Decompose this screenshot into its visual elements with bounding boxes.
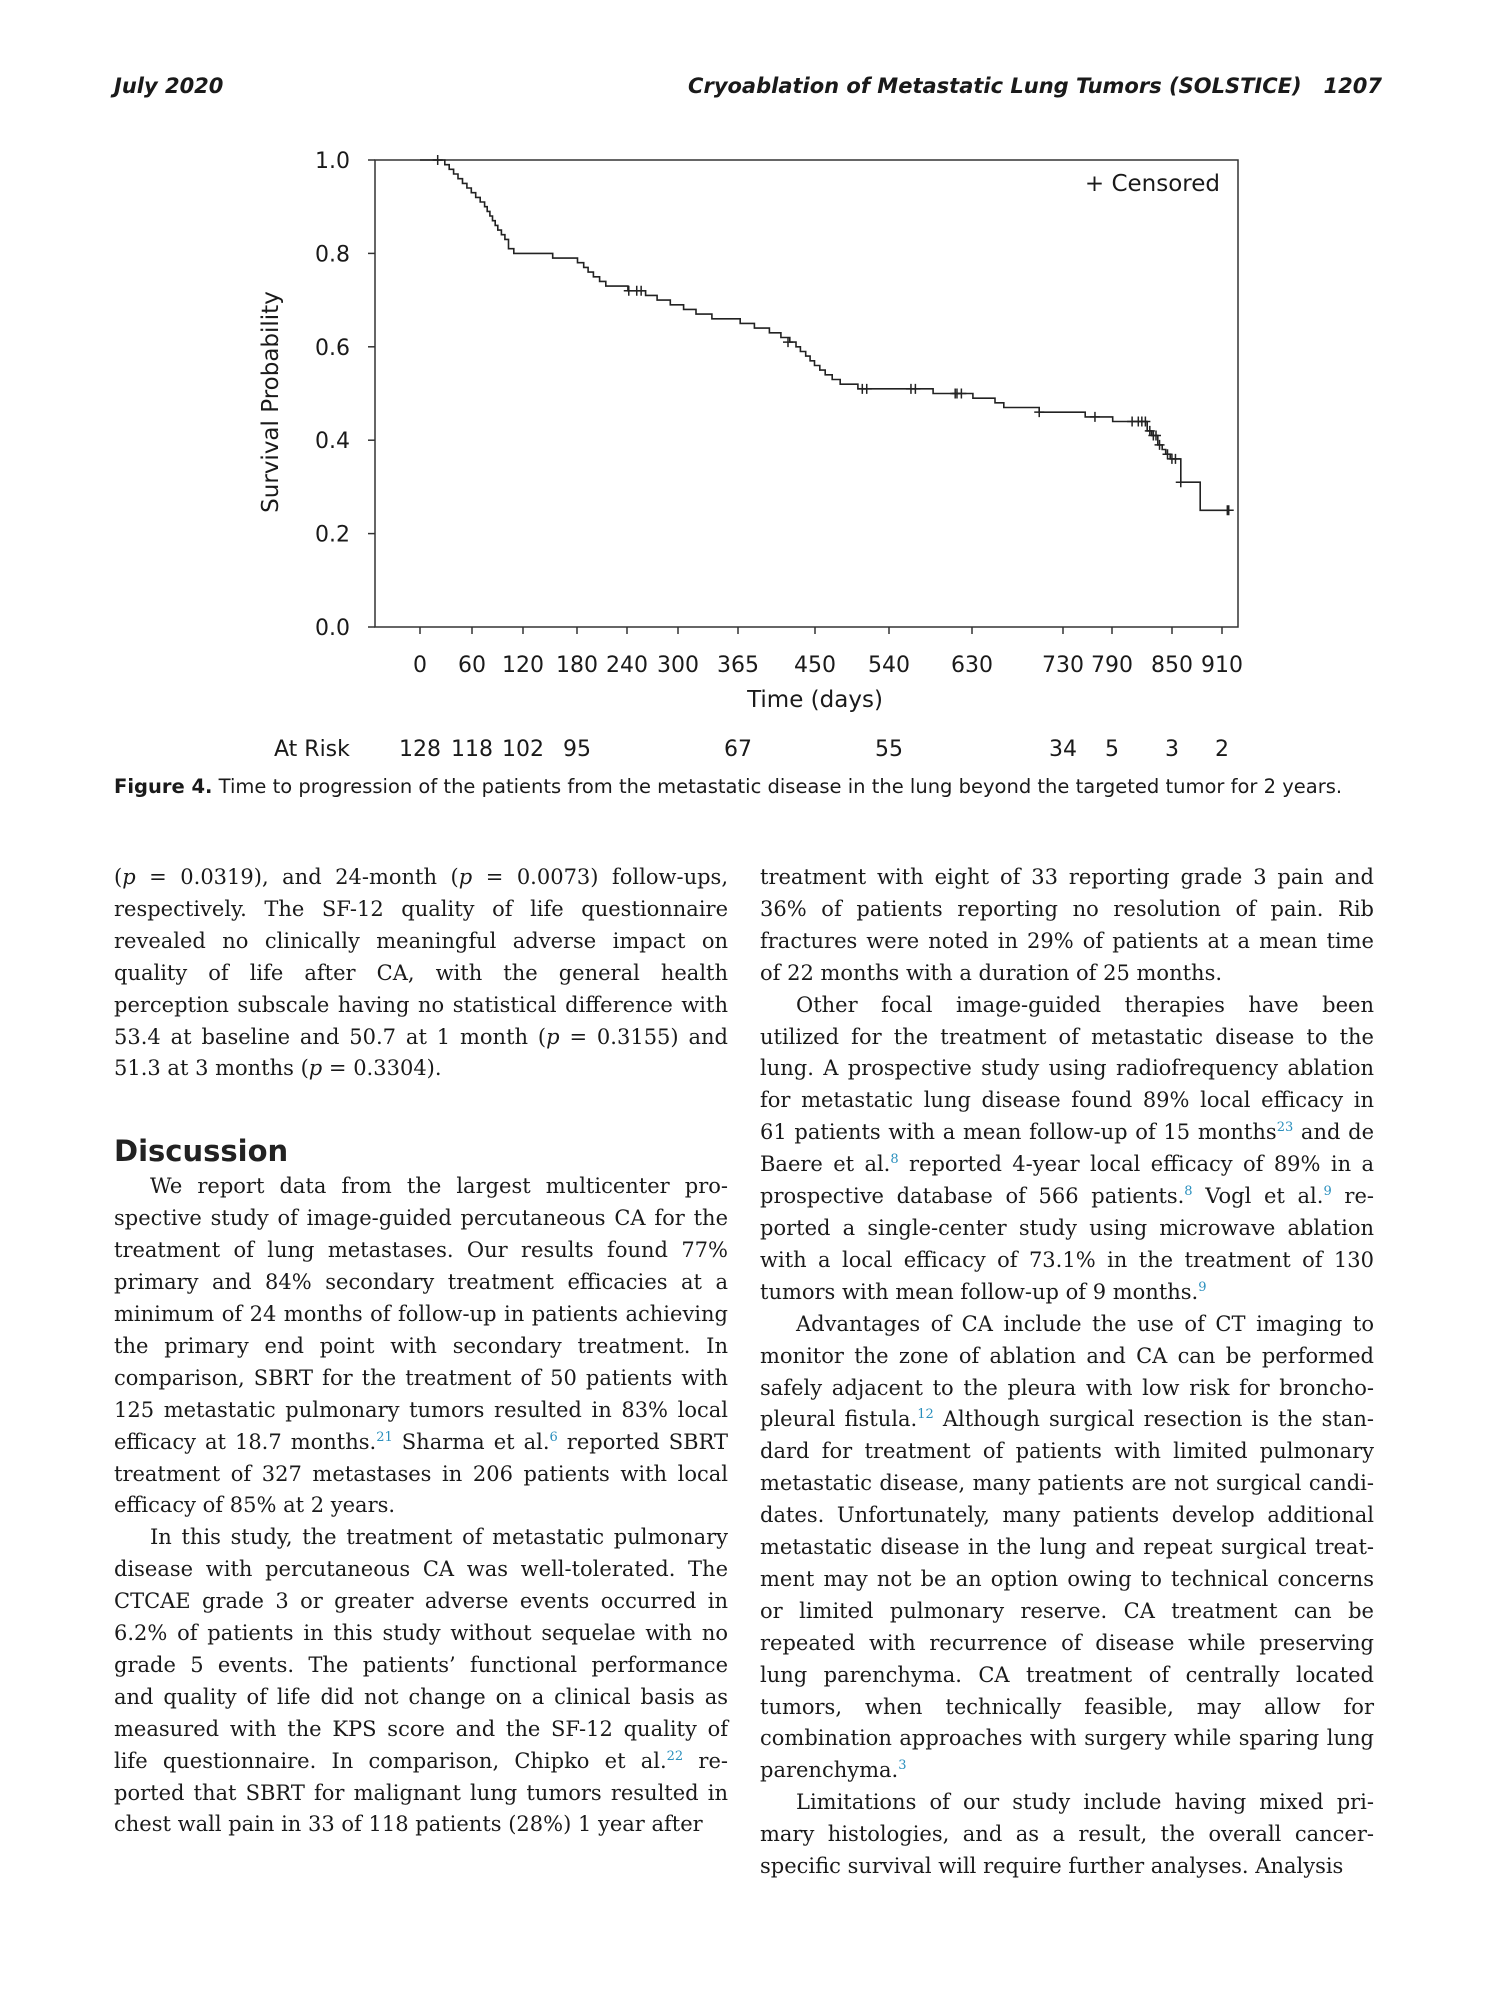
x-tick-label: 450 bbox=[794, 653, 836, 678]
y-tick-label: 1.0 bbox=[315, 149, 350, 174]
continued-paragraph: treatment with eight of 33 reporting grade 3 pain and 36% of patients reporting no resolution of pain. Rib fractures were noted in 29% of patients at a mean time of 22 months with a duration of 25 months. bbox=[760, 865, 1374, 985]
figure-caption-text: Time to progression of the patients from the metastatic disease in the lung beyond the targeted tumor for 2 years. bbox=[218, 775, 1343, 798]
at-risk-count: 2 bbox=[1215, 737, 1229, 762]
survival-curve-line bbox=[420, 160, 1229, 510]
citation-link[interactable]: 23 bbox=[1276, 1120, 1294, 1136]
x-axis-label: Time (days) bbox=[747, 687, 883, 713]
x-tick-label: 730 bbox=[1042, 653, 1084, 678]
censored-marker bbox=[433, 155, 443, 165]
censored-marker bbox=[1155, 440, 1165, 450]
limitations-paragraph: Limitations of our study include having mixed primary histologies, and as a result, the overall cancer-specific survival will require further analyses. Analysis bbox=[760, 1790, 1374, 1879]
x-tick-label: 540 bbox=[868, 653, 910, 678]
x-tick-label: 0 bbox=[413, 653, 427, 678]
figure-label: Figure 4. bbox=[114, 775, 213, 798]
discussion-paragraph-1: We report data from the largest multicenter prospective study of image-guided percutaneous CA for the treatment of lung metastases. Our results found 77% primary and 84% secondary treatment efficacies at a minimum of 24 months of follow-up in patients achieving the primary end point with secondary treatment. In comparison, SBRT for the treatment of 50 patients with 125 metastatic pulmonary tumors resulted in 83% local efficacy at 18.7 months.$^{21}$ Sharma et al.$^6$ reported SBRT treatment of 327 metastases in 206 patients with local efficacy of 85% at 2 years. bbox=[114, 1174, 728, 1518]
y-tick-label: 0.6 bbox=[315, 335, 350, 361]
at-risk-count: 128 bbox=[399, 737, 441, 762]
discussion-paragraph-2: In this study, the treatment of metastatic pulmonary disease with percutaneous CA was well-tolerated. The CTCAE grade 3 or greater adverse events occurred in 6.2% of patients in this study without sequelae with no grade 5 events. The patients’ functional performance and quality of life did not change on a clinical basis as measured with the KPS score and the SF-12 quality of life questionnaire. In comparison, Chipko et al.$^{22}$ reported that SBRT for malignant lung tumors resulted in chest wall pain in 33 of 118 patients (28%) 1 year after bbox=[114, 1525, 728, 1837]
at-risk-count: 5 bbox=[1105, 737, 1119, 762]
citation-link[interactable]: 8 bbox=[890, 1152, 899, 1168]
censored-marker bbox=[636, 286, 646, 296]
censored-marker bbox=[956, 389, 966, 399]
x-tick-label: 300 bbox=[657, 653, 699, 678]
x-tick-label: 850 bbox=[1151, 653, 1193, 678]
chart-plot-area bbox=[315, 149, 1243, 762]
x-tick-label: 180 bbox=[556, 653, 598, 678]
citation-link[interactable]: 9 bbox=[1323, 1184, 1332, 1200]
plot-frame bbox=[375, 160, 1238, 627]
results-paragraph: (p = 0.0319), and 24-month (p = 0.0073) follow-ups, respectively. The SF-12 quality of life questionnaire revealed no clinically meaningful adverse impact on quality of life after CA, with the general health perception subscale having no statistical difference with 53.4 at baseline and 50.7 at 1 month (p = 0.3155) and 51.3 at 3 months (p = 0.3304). bbox=[114, 865, 728, 1081]
citation-link[interactable]: 9 bbox=[1198, 1279, 1207, 1295]
at-risk-count: 3 bbox=[1165, 737, 1179, 762]
running-header-date: July 2020 bbox=[114, 74, 224, 98]
figure-caption bbox=[114, 775, 1384, 798]
censored-marker bbox=[1034, 407, 1044, 417]
y-tick-label: 0.8 bbox=[315, 242, 350, 268]
at-risk-label: At Risk bbox=[274, 737, 350, 762]
at-risk-count: 95 bbox=[563, 737, 591, 762]
citation-link[interactable]: 22 bbox=[666, 1748, 684, 1764]
discussion-heading: Discussion bbox=[114, 1134, 289, 1169]
left-column bbox=[114, 862, 728, 1841]
censored-marker bbox=[1151, 431, 1161, 441]
x-tick-label: 910 bbox=[1201, 653, 1243, 678]
x-tick-label: 365 bbox=[717, 653, 759, 678]
citation-link[interactable]: 8 bbox=[1184, 1184, 1193, 1200]
page-number: 1207 bbox=[1323, 74, 1382, 98]
advantages-paragraph: Advantages of CA include the use of CT imaging to monitor the zone of ablation and CA can be performed safely adjacent to the pleura with low risk for bronchopleural fistula.$^{12}$ Although surgical resection is the standard for treatment of patients with limited pulmonary metastatic disease, many patients are not surgical candidates. Unfortunately, many patients develop additional metastatic disease in the lung and repeat surgical treatment may not be an option owing to technical concerns or limited pulmonary reserve. CA treatment can be repeated with recurrence of disease while preserving lung parenchyma. CA treatment of centrally located tumors, when technically feasible, may allow for combination approaches with surgery while sparing lung parenchyma.$^3$ bbox=[760, 1311, 1374, 1783]
at-risk-count: 34 bbox=[1049, 737, 1077, 762]
kaplan-meier-chart bbox=[0, 0, 1494, 770]
censored-marker bbox=[862, 384, 872, 394]
y-tick-label: 0.0 bbox=[315, 616, 350, 641]
citation-link[interactable]: 12 bbox=[917, 1407, 934, 1423]
x-tick-label: 630 bbox=[951, 653, 993, 678]
x-tick-label: 790 bbox=[1091, 653, 1133, 678]
censored-marker bbox=[783, 337, 793, 347]
censored-marker bbox=[1224, 505, 1234, 515]
censored-marker bbox=[1090, 412, 1100, 422]
citation-link[interactable]: 6 bbox=[549, 1429, 558, 1445]
at-risk-count: 118 bbox=[451, 737, 493, 762]
y-tick-label: 0.4 bbox=[315, 429, 350, 455]
censored-marker bbox=[910, 384, 920, 394]
at-risk-count: 67 bbox=[724, 737, 752, 762]
citation-link[interactable]: 21 bbox=[376, 1429, 393, 1445]
x-tick-label: 60 bbox=[458, 653, 486, 678]
censored-marker bbox=[1176, 477, 1186, 487]
therapies-paragraph: Other focal image-guided therapies have been utilized for the treatment of metastatic disease to the lung. A prospective study using radiofrequency ablation for metastatic lung disease found 89% local efficacy in 61 patients with a mean follow-up of 15 months$^{23}$ and de Baere et al.$^8$ reported 4-year local efficacy of 89% in a prospective database of 566 patients.$^8$ Vogl et al.$^9$ reported a single-center study using microwave ablation with a local efficacy of 73.1% in the treatment of 130 tumors with mean follow-up of 9 months.$^9$ bbox=[760, 992, 1374, 1304]
x-tick-label: 120 bbox=[502, 653, 544, 678]
x-tick-label: 240 bbox=[606, 653, 648, 678]
journal-article-title: Cryoablation of Metastatic Lung Tumors (SOLSTICE) bbox=[688, 74, 1302, 98]
citation-link[interactable]: 3 bbox=[898, 1758, 907, 1774]
y-axis-label: Survival Probability bbox=[258, 291, 284, 513]
y-tick-label: 0.2 bbox=[315, 522, 350, 548]
at-risk-count: 102 bbox=[502, 737, 544, 762]
censored-legend: + Censored bbox=[1084, 171, 1220, 197]
at-risk-count: 55 bbox=[875, 737, 903, 762]
right-column bbox=[760, 862, 1374, 1883]
